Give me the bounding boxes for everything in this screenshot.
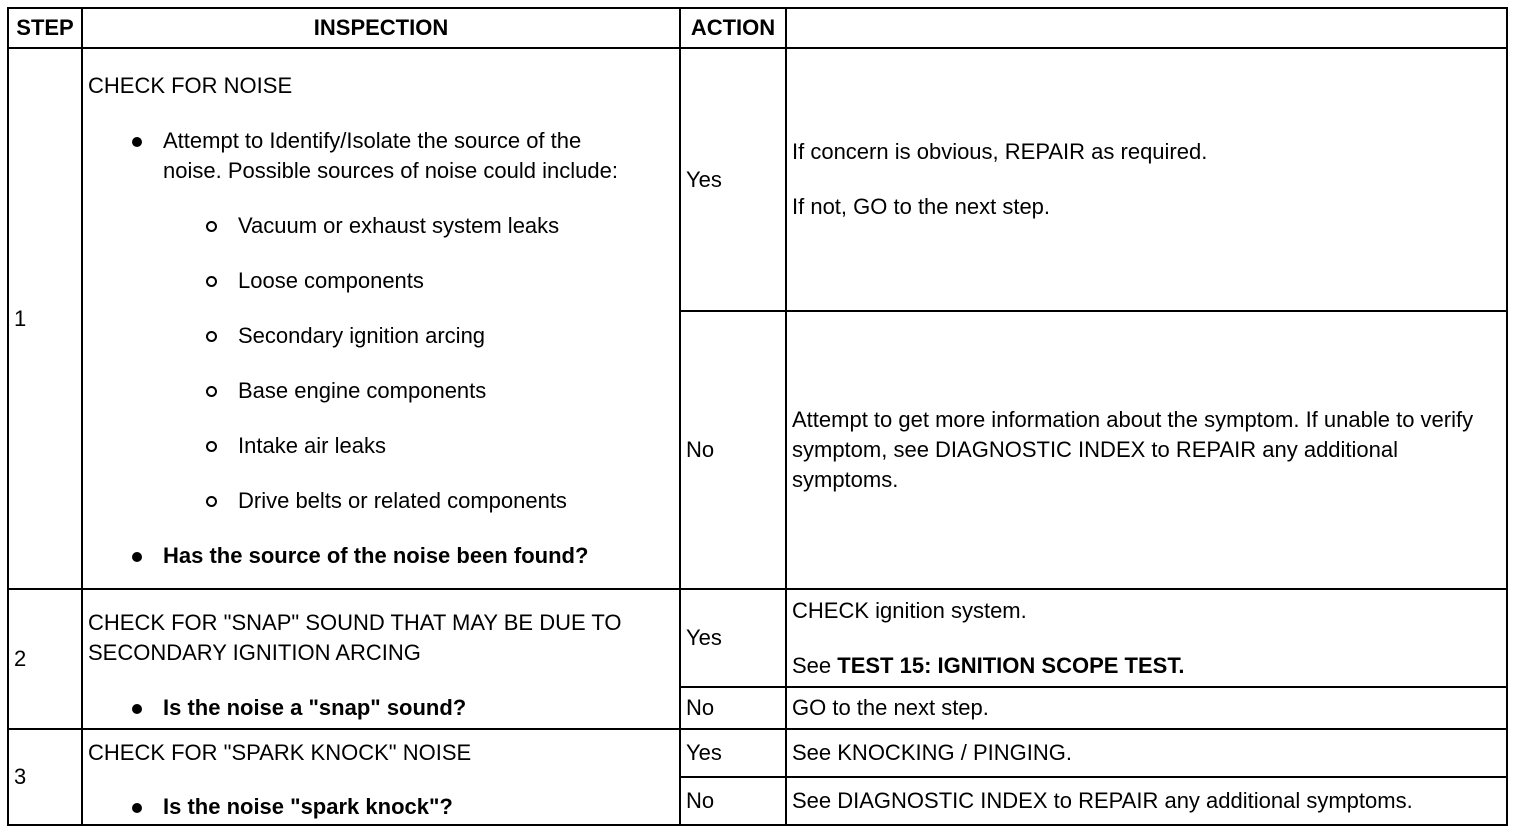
step-1-inspection [82,48,680,589]
noise-source-text: Secondary ignition arcing [238,322,486,348]
step-3-bullets [88,792,679,822]
step-2-yes-result [786,589,1507,687]
circle-bullet-icon [206,386,217,397]
bullet-dot-icon [132,137,142,147]
step-2-question [88,693,679,723]
circle-bullet-icon [206,331,217,342]
step-1-yes-row [8,48,1507,311]
noise-source-item [88,211,679,241]
circle-bullet-icon [206,496,217,507]
noise-source-text: Drive belts or related components [238,487,567,513]
step-1-bullet-text: Attempt to Identify/Isolate the source of the noise. Possible sources of noise could include: [163,127,618,183]
noise-source-text: Loose components [238,267,424,293]
step-3-yes-result: See KNOCKING / PINGING. [786,729,1507,777]
step-1-question-text: Has the source of the noise been found? [163,542,589,568]
bullet-dot-icon [132,704,142,714]
step-3-number: 3 [8,729,82,825]
step-3-yes-row [8,729,1507,777]
step-2-question-text: Is the noise a "snap" sound? [163,694,467,720]
noise-source-text: Base engine components [238,377,487,403]
noise-source-item [88,486,679,516]
circle-bullet-icon [206,221,217,232]
step-2-title: CHECK FOR "SNAP" SOUND THAT MAY BE DUE TO SECONDARY IGNITION ARCING [88,609,622,665]
step-1-number: 1 [8,48,82,589]
step-2-no-label: No [680,687,786,729]
circle-bullet-icon [206,276,217,287]
noise-source-item [88,431,679,461]
step-1-yes-line-1: If concern is obvious, REPAIR as required. [792,139,1208,164]
step-2-bullets [88,693,679,723]
step-2-yes-label: Yes [680,589,786,687]
circle-bullet-icon [206,441,217,452]
noise-source-item [88,321,679,351]
step-1-no-result [786,311,1507,589]
header-action: ACTION [680,8,786,48]
header-inspection: INSPECTION [82,8,680,48]
noise-source-text: Vacuum or exhaust system leaks [238,212,560,238]
step-3-question [88,792,679,822]
step-2-yes-see: See [792,652,838,678]
step-3-no-result: See DIAGNOSTIC INDEX to REPAIR any additional symptoms. [786,777,1507,825]
step-1-question [88,541,679,571]
step-3-question-text: Is the noise "spark knock"? [163,793,453,819]
step-3-no-label: No [680,777,786,825]
step-1-title: CHECK FOR NOISE [88,72,293,98]
step-3-inspection [82,729,680,825]
step-2-inspection [82,589,680,729]
step-2-yes-line-1: CHECK ignition system. [792,597,1027,623]
diagnostic-page [7,7,1506,828]
step-1-bullets [88,126,679,571]
step-1-yes-line-2: If not, GO to the next step. [792,194,1051,219]
header-step: STEP [8,8,82,48]
step-2-yes-row [8,589,1507,687]
step-3-yes-label: Yes [680,729,786,777]
header-result [786,8,1507,48]
noise-source-item [88,376,679,406]
step-1-no-text: Attempt to get more information about the symptom. If unable to verify symptom, see DIAGNOSTIC INDEX to REPAIR any additional symptoms. [792,407,1474,492]
step-2-yes-test-link: TEST 15: IGNITION SCOPE TEST. [837,652,1185,678]
diagnostic-table [7,7,1508,826]
step-2-yes-line-2 [792,651,1506,681]
header-row [8,8,1507,48]
step-1-yes-label: Yes [680,48,786,311]
step-1-yes-result [786,48,1507,311]
step-1-bullet-identify [88,126,679,516]
bullet-dot-icon [132,552,142,562]
step-1-no-label: No [680,311,786,589]
step-2-number: 2 [8,589,82,729]
bullet-dot-icon [132,803,142,813]
step-3-title: CHECK FOR "SPARK KNOCK" NOISE [88,739,472,765]
step-2-no-result: GO to the next step. [786,687,1507,729]
noise-source-item [88,266,679,296]
noise-source-text: Intake air leaks [238,432,386,458]
noise-sources-list [88,211,679,516]
